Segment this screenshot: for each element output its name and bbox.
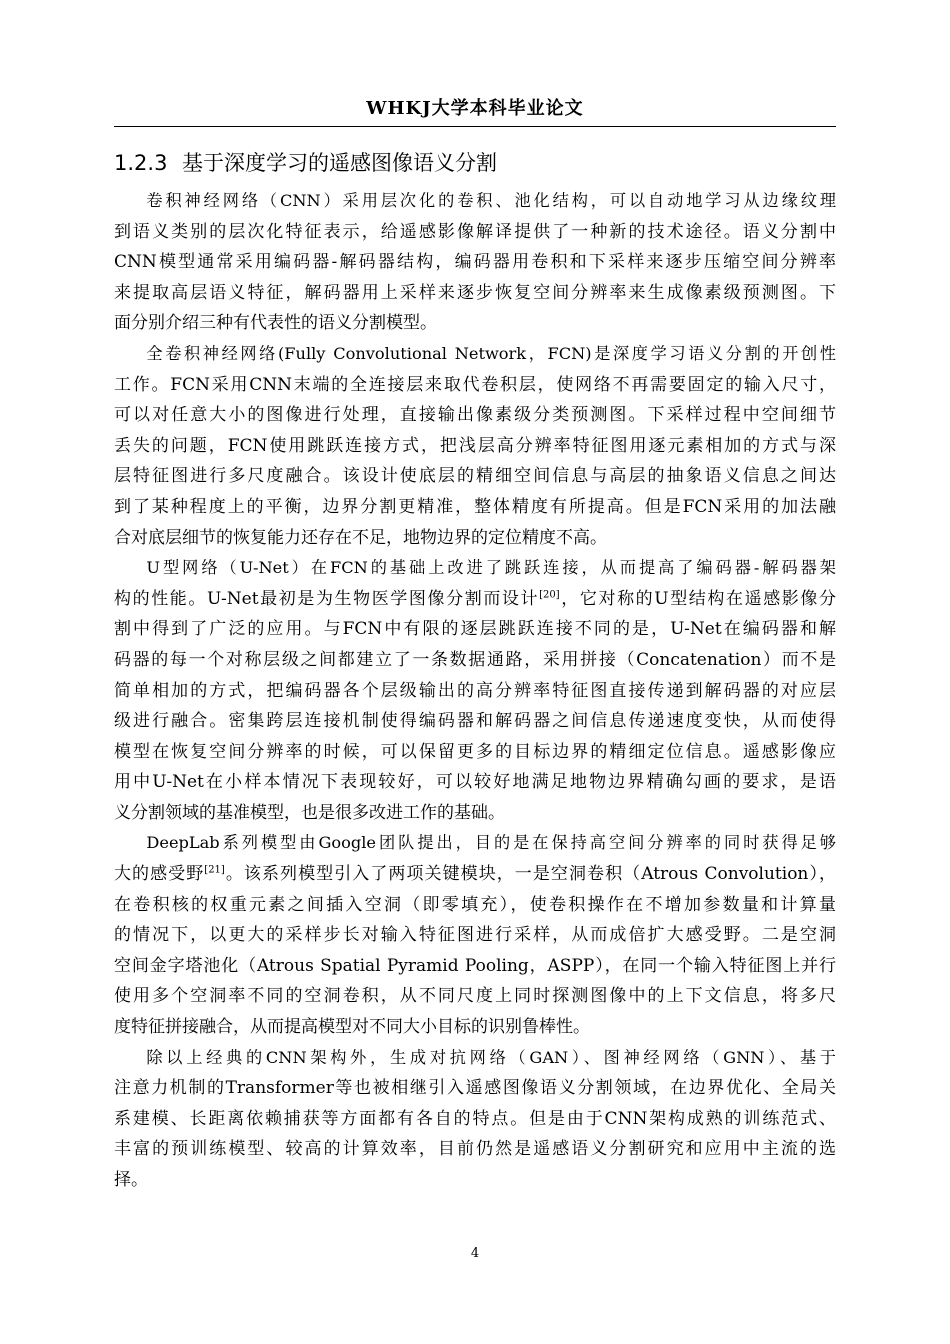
text-line: 义分割领域的基准模型，也是很多改进工作的基础。 (114, 802, 505, 823)
text-line: 来提取高层语义特征，解码器用上采样来逐步恢复空间分辨率来生成像素级预测图。下 (114, 282, 836, 303)
text-line: 卷积神经网络（CNN）采用层次化的卷积、池化结构，可以自动地学习从边缘纹理 (146, 191, 836, 210)
text-line: 层特征图进行多尺度融合。该设计使底层的精细空间信息与高层的抽象语义信息之间达 (114, 466, 836, 487)
paragraph (114, 828, 836, 1042)
body-text (114, 186, 836, 1196)
text-line: 度特征拼接融合，从而提高模型对不同大小目标的识别鲁棒性。 (114, 1017, 590, 1038)
text-line: 到了某种程度上的平衡，边界分割更精准，整体精度有所提高。但是FCN采用的加法融 (114, 496, 836, 517)
citation-21[interactable]: [21] (204, 864, 225, 876)
section-number: 1.2.3 (114, 151, 168, 175)
text-segment: 构的性能。U-Net最初是为生物医学图像分割而设计 (114, 588, 540, 609)
text-line: 割中得到了广泛的应用。与FCN中有限的逐层跳跃连接不同的是，U-Net在编码器和解 (114, 619, 836, 640)
text-line: 丢失的问题，FCN使用跳跃连接方式，把浅层高分辨率特征图用逐元素相加的方式与深 (114, 435, 836, 456)
text-line: U型网络（U-Net）在FCN的基础上改进了跳跃连接，从而提高了编码器-解码器架 (146, 558, 836, 578)
text-segment: 大的感受野 (114, 864, 205, 885)
text-line: 到语义类别的层次化特征表示，给遥感影像解译提供了一种新的技术途径。语义分割中 (114, 221, 836, 242)
paragraph (114, 339, 836, 553)
text-line: CNN模型通常采用编码器-解码器结构，编码器用卷积和下采样来逐步压缩空间分辨率 (114, 252, 836, 273)
text-line (114, 859, 836, 890)
text-line: 在卷积核的权重元素之间插入空洞（即零填充），使卷积操作在不增加参数量和计算量 (114, 894, 836, 915)
text-line: 丰富的预训练模型、较高的计算效率，目前仍然是遥感语义分割研究和应用中主流的选 (114, 1139, 836, 1160)
text-line: 择。 (114, 1170, 148, 1190)
text-segment: 。该系列模型引入了两项关键模块，一是空洞卷积（Atrous Convolution）， (224, 864, 836, 885)
page-number: 4 (470, 1246, 480, 1261)
header-rule (114, 126, 836, 127)
text-line (114, 584, 836, 615)
paragraph (114, 186, 836, 339)
text-segment: ，它对称的U型结构在遥感影像分 (559, 588, 836, 609)
text-line: 系建模、长距离依赖捕获等方面都有各自的特点。但是由于CNN架构成熟的训练范式、 (114, 1108, 836, 1129)
text-line: 简单相加的方式，把编码器各个层级输出的高分辨率特征图直接传递到解码器的对应层 (114, 680, 836, 701)
text-line: 码器的每一个对称层级之间都建立了一条数据通路，采用拼接（Concatenation）而不是 (114, 649, 836, 670)
text-line: 使用多个空洞率不同的空洞卷积，从不同尺度上同时探测图像中的上下文信息，将多尺 (114, 986, 836, 1007)
text-line: 可以对任意大小的图像进行处理，直接输出像素级分类预测图。下采样过程中空间细节 (114, 405, 836, 426)
paragraph (114, 553, 836, 828)
text-line: 面分别介绍三种有代表性的语义分割模型。 (114, 313, 437, 334)
text-line: 除以上经典的CNN架构外，生成对抗网络（GAN）、图神经网络（GNN）、基于 (146, 1047, 836, 1067)
text-line: 模型在恢复空间分辨率的时候，可以保留更多的目标边界的精细定位信息。遥感影像应 (114, 741, 836, 762)
text-line: 用中U-Net在小样本情况下表现较好，可以较好地满足地物边界精确勾画的要求，是语 (114, 772, 836, 793)
text-line: 工作。FCN采用CNN末端的全连接层来取代卷积层，使网络不再需要固定的输入尺寸， (114, 374, 836, 395)
text-line: 级进行融合。密集跨层连接机制使得编码器和解码器之间信息传递速度变快，从而使得 (114, 711, 836, 732)
text-line: DeepLab系列模型由Google团队提出，目的是在保持高空间分辨率的同时获得足够 (146, 833, 836, 853)
text-line: 的情况下，以更大的采样步长对输入特征图进行采样，从而成倍扩大感受野。二是空洞 (114, 925, 836, 946)
section-title: 基于深度学习的遥感图像语义分割 (182, 151, 497, 175)
text-line: 空间金字塔池化（Atrous Spatial Pyramid Pooling，ASPP），在同一个输入特征图上并行 (114, 955, 836, 976)
citation-20[interactable]: [20] (539, 589, 560, 601)
section-heading (114, 148, 836, 178)
running-header: WHKJ大学本科毕业论文 (366, 98, 584, 119)
paragraph (114, 1043, 836, 1196)
text-line: 合对底层细节的恢复能力还存在不足，地物边界的定位精度不高。 (114, 527, 607, 548)
text-line: 注意力机制的Transformer等也被相继引入遥感图像语义分割领域，在边界优化、全局关 (114, 1078, 836, 1099)
text-line: 全卷积神经网络(Fully Convolutional Network，FCN)是深度学习语义分割的开创性 (146, 343, 836, 363)
